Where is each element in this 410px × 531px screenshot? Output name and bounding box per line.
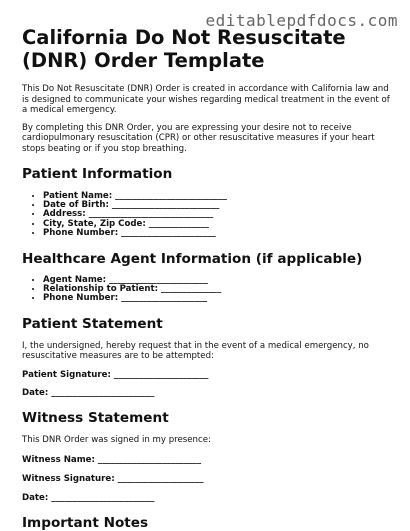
patient-information-section [22,166,394,239]
patient-information-list [22,192,394,239]
witness-statement-heading: Witness Statement [22,410,169,426]
patient-signature-field: Patient Signature: ______________________ [22,370,209,380]
witness-statement-text: This DNR Order was signed in my presence: [22,435,211,445]
patient-phone-field: • Phone Number: ______________________ [43,229,394,238]
patient-statement-text: I, the undersigned, hereby request that in the event of a medical emergency, no resuscitative measures are to be attempted: [22,340,369,362]
witness-signature-field: Witness Signature: ____________________ [22,473,204,484]
city-state-zip-field: • City, State, Zip Code: ______________ [43,220,394,229]
patient-date-field: Date: ________________________ [22,388,155,398]
relationship-field: • Relationship to Patient: ______________ [43,285,394,294]
patient-name-field: • Patient Name: __________________________ [43,192,394,201]
intro-paragraph-1: This Do Not Resuscitate (DNR) Order is created in accordance with California law and is designed to communicate your wishes regarding medical treatment in the event of a medical emergency. [22,84,390,116]
agent-phone-field: • Phone Number: ____________________ [43,294,394,303]
intro-paragraph-2: By completing this DNR Order, you are expressing your desire not to receive cardiopulmonary resuscitation (CPR) or other resuscitative measures if your heart stops beating or if you stop breathing. [22,122,375,154]
date-of-birth-field: • Date of Birth: _________________________ [43,201,394,210]
important-notes-heading: Important Notes [22,514,149,531]
patient-information-heading: Patient Information [22,165,173,182]
document-page [22,26,394,531]
witness-date-field: Date: ________________________ [22,492,155,503]
site-watermark: editablepdfdocs.com [205,11,398,30]
witness-statement-section [22,410,394,503]
address-field: • Address: _____________________________ [43,210,394,219]
healthcare-agent-heading: Healthcare Agent Information (if applicable) [22,250,363,267]
important-notes-section [22,515,394,531]
healthcare-agent-list [22,276,394,304]
witness-name-field: Witness Name: ________________________ [22,454,202,465]
patient-statement-heading: Patient Statement [22,315,163,332]
agent-name-field: • Agent Name: _______________________ [43,276,394,285]
document-title: California Do Not Resuscitate (DNR) Order Template [22,26,346,72]
healthcare-agent-section [22,251,394,304]
patient-statement-section [22,316,394,398]
